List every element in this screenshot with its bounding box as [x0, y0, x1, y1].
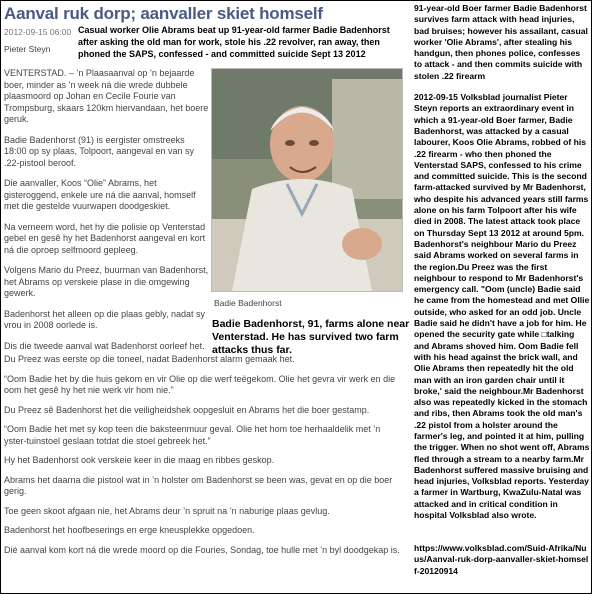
article-paragraph: Dis die tweede aanval wat Badenhorst oorleef het.: [4, 340, 205, 351]
article-paragraph: Badie Badenhorst (91) is eergister omstreeks 18:00 op sy plaas, Tolpoort, aangeval en van sy .22-pistool beroof.: [4, 134, 194, 168]
article-paragraph: “Oom Badie het by die huis gekom en vir Olie op die werf teëgekom. Olie het gevra vir werk en die oom het gesê hy het nie werk vir hom nie.”: [4, 373, 396, 395]
article-paragraph: Na verneem word, het hy die polisie op Venterstad gebel en gesê hy het Badenhorst aangeval en kort ná die oproep selfmoord gepleeg.: [4, 221, 206, 255]
article-author: Pieter Steyn: [4, 44, 51, 54]
article-body-wide: [4, 354, 400, 564]
article-paragraph: Hy het Badenhorst ook verskeie keer in die maag en ribbes geskop.: [4, 455, 275, 465]
photo-caption-english: Badie Badenhorst, 91, farms alone near Venterstad. He has survived two farm attacks thus far.: [212, 318, 410, 356]
article-paragraph: Du Preez sê Badenhorst het die veiligheidshek oopgesluit en Abrams het die boer gestamp.: [4, 404, 370, 415]
article-body-narrow: [4, 68, 209, 361]
article-paragraph: VENTERSTAD. – ’n Plaasaanval op ’n bejaarde boer, minder as ’n week ná die wrede dubbele plaasmoord op Johan en Cecile Fourie van Trompsburg, skaars 120km hiervandaan, het boere geruk.: [4, 68, 209, 124]
article-paragraph: Du Preez was eerste op die toneel, nadat Badenhorst alarm gemaak het.: [4, 354, 295, 364]
english-sidebar: [414, 3, 590, 531]
article-headline: Aanval ruk dorp; aanvaller skiet homself: [4, 4, 323, 23]
article-paragraph: Volgens Mario du Preez, buurman van Badenhorst, het Abrams op verskeie plase in die omgewing gewerk.: [4, 265, 209, 298]
sidebar-report: 2012-09-15 Volksblad journalist Pieter Steyn reports an extraordinary event in which a 91-year-old Boer farmer, Badie Badenhorst, was attacked by a casual labourer, Koos Olie Abrams, robbed of his .22 firearm - who then phoned the Venterstad SAPS, confessed to his crime and committed suicide. This is the second farm-attacked survived by Mr Badenhorst, who despite his advanced years still farms alone on his farm Tolpoort after his wife died in 2008. The latest attack took place on Thursday Sept 13 2012 at around 5pm. Badenhorst's neighbour Mario du Preez said Abrams worked on several farms in the region.Du Preez was the first neighbour to respond to Mr Badenhorst's emergency call. "Oom (uncle) Badie said he came from the homestead and met Ollie outside, who asked for an odd job. Uncle Badie said he didn't have a job for him. He opened the security gate while □talking and Abrams shoved him. Oom Badie fell with his head against the brick wall, and Olie Abrams then repeatedly hit the old man with an iron garden chair until it broke,' said the neighbour.Mr Badenhorst also was repeatedly kicked in the stomach and ribs, then Abrams took the old man's .22 pistol from a holster around the farmer's leg, and pointed it at him, pulling the trigger. When no shot went off, Abrams fled through a stream to a nearby farm.Mr Badenhorst suffered massive bruising and head injuries, Volksblad reports. Yesterday a farmer in Wartburg, KwaZulu-Natal was attacked and in critical condition in hospital Volksblad also wrote.: [414, 92, 590, 521]
article-paragraph: Dié aanval kom kort ná die wrede moord op die Fouries, Sondag, toe hulle met ’n byl doodgekap is.: [4, 544, 400, 555]
article-paragraph: Badenhorst het hoofbeserings en erge kneusplekke opgedoen.: [4, 525, 255, 535]
english-summary: Casual worker Olie Abrams beat up 91-year-old farmer Badie Badenhorst after asking the old man for work, stole his .22 revolver, ran away, then phoned the SAPS, confessed - and committed suicide Sept 13 2012: [78, 25, 390, 59]
farmer-portrait-image: [212, 69, 402, 291]
sidebar-intro: 91-year-old Boer farmer Badie Badenhorst survives farm attack with head injuries, bad bruises; however his assailant, casual worker 'Olie Abrams', after stealing his handgun, then phones police, confesses to attack - and then commits suicide with stolen .22 firearm: [414, 3, 588, 81]
article-paragraph: Abrams het daarna die pistool wat in ’n holster om Badenhorst se been was, gevat en op die boer gerig.: [4, 474, 393, 496]
article-paragraph: Toe geen skoot afgaan nie, het Abrams deur ’n spruit na ’n naburige plaas gevlug.: [4, 505, 330, 516]
article-paragraph: “Oom Badie het met sy kop teen die baksteenmuur geval. Olie het hom toe herhaaldelik met ’n yster-tuinstoel geslaan totdat die stoel gebreek het.”: [4, 424, 381, 446]
article-paragraph: Die aanvaller, Koos “Olie” Abrams, het gisteroggend, enkele ure ná die aanval, homself met die gestelde vuurwapen doodgeskiet.: [4, 178, 196, 211]
farmer-photo: [211, 68, 403, 292]
article-date: 2012-09-15 06:00: [4, 27, 72, 37]
photo-caption: Badie Badenhorst: [214, 298, 282, 308]
source-url[interactable]: https://www.volksblad.com/Suid-Afrika/Nuus/Aanval-ruk-dorp-aanvaller-skiet-homself-20120914: [414, 543, 589, 576]
article-paragraph: Badenhorst het alleen op die plaas gebly, nadat sy vrou in 2008 oorlede is.: [4, 308, 205, 330]
